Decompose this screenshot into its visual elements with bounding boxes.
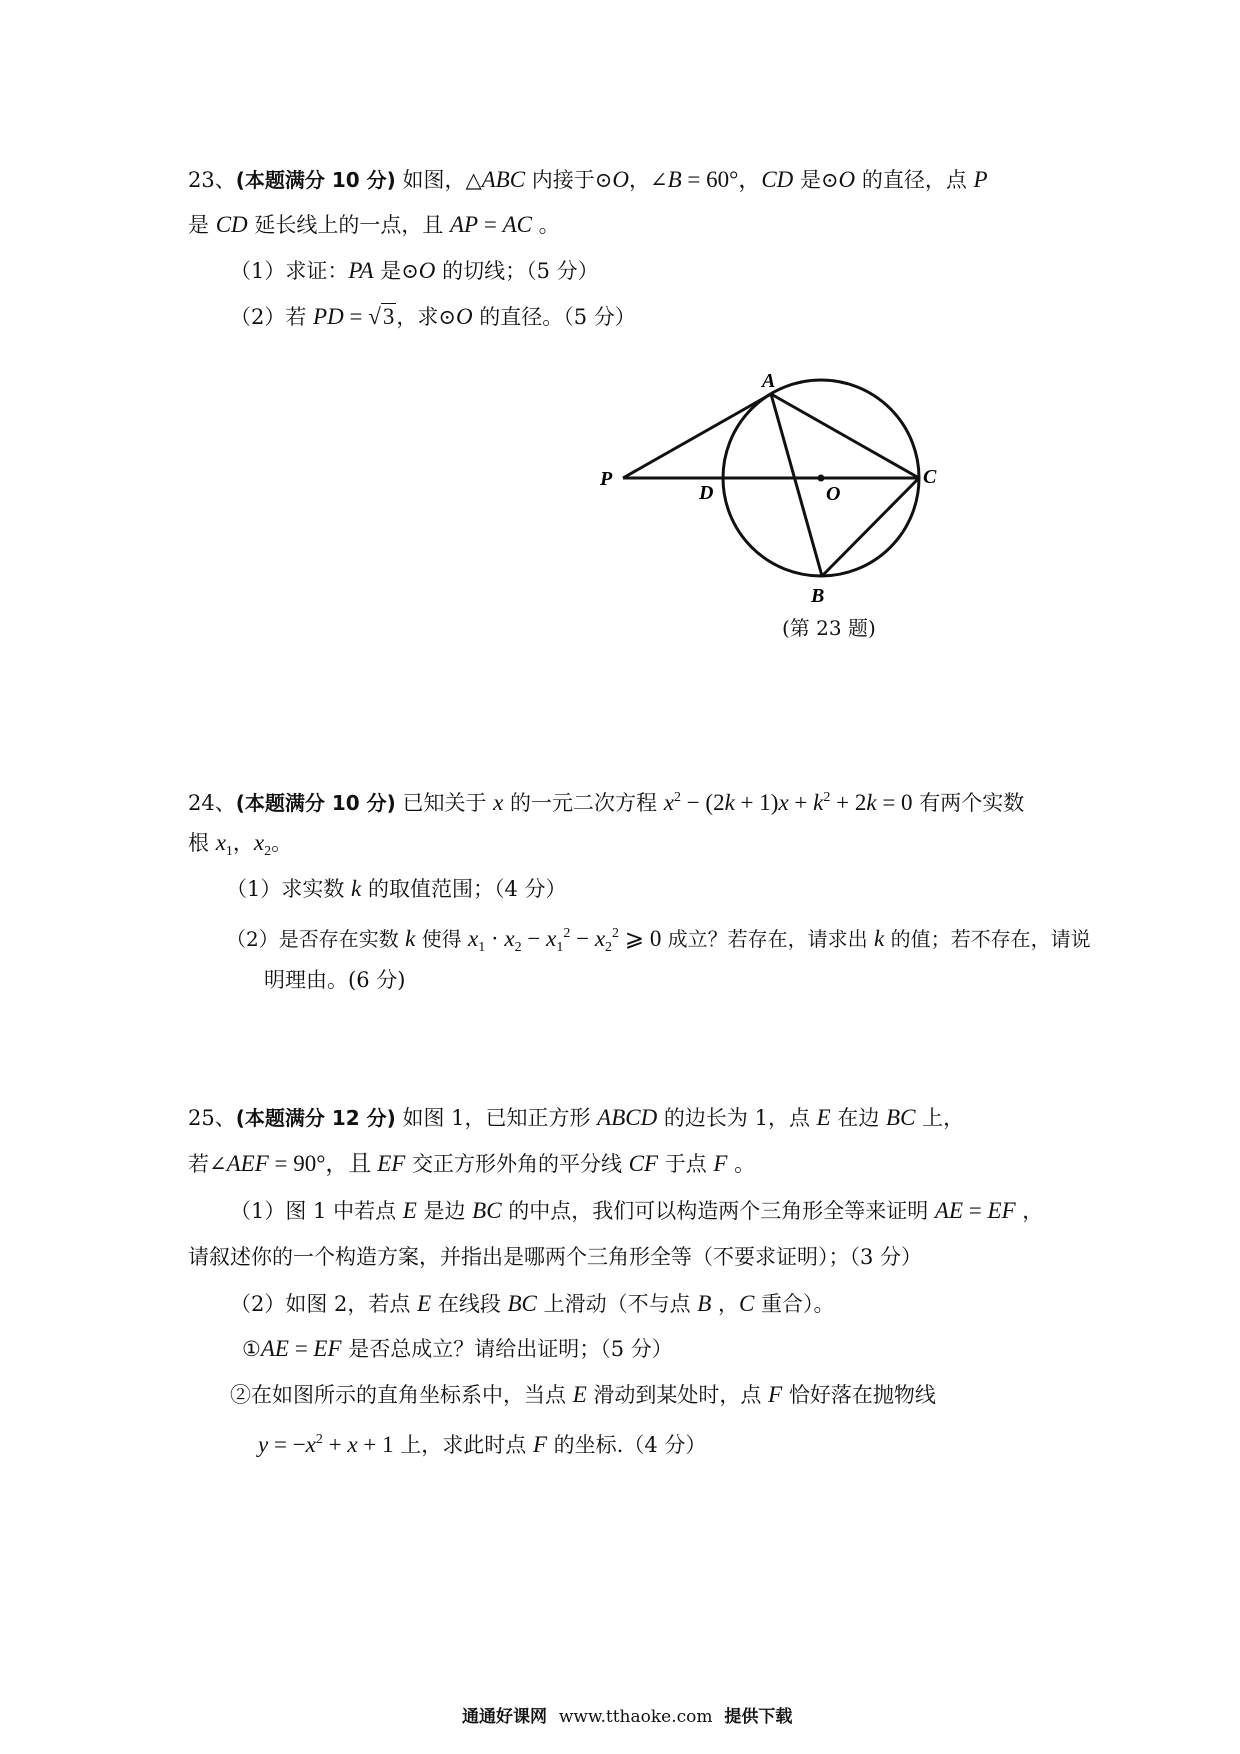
q24-line2: 根 $x_1$，$x_2$。 xyxy=(188,830,293,859)
label-p: P xyxy=(600,468,613,490)
label-o: O xyxy=(826,483,841,505)
footer-site-name: 通通好课网 xyxy=(462,1707,547,1727)
q25-part1-line1: （1）图 1 中若点 E 是边 BC 的中点，我们可以构造两个三角形全等来证明 AE = EF ， xyxy=(230,1198,1044,1223)
q25-head: (本题满分 12 分) xyxy=(235,1106,396,1130)
segment-ac xyxy=(771,394,919,478)
q25-sub1: ①AE = EF 是否总成立？请给出证明；（5 分） xyxy=(242,1336,673,1361)
q25-part1-line2: 请叙述你的一个构造方案，并指出是哪两个三角形全等（不要求证明）；（3 分） xyxy=(188,1245,923,1269)
q23-head: (本题满分 10 分) xyxy=(235,168,396,192)
q25-sub2-line1: ②在如图所示的直角坐标系中，当点 E 滑动到某处时，点 F 恰好落在抛物线 xyxy=(230,1382,936,1407)
q23-part1: （1）求证：PA 是⊙O 的切线；（5 分） xyxy=(230,258,599,283)
sqrt-sign: √ xyxy=(368,304,381,329)
q24-part2: （2）是否存在实数 k 使得 $x_1 \cdot x_2 - x_1^2 - x_2^2$ ⩾ 0 成立？若存在，请求出 k 的值；若不存在，请说 xyxy=(226,926,1091,955)
q24-number: 24、 xyxy=(188,791,236,815)
q24-head: (本题满分 10 分) xyxy=(235,791,396,815)
q23-part2: （2）若 PD = √3，求⊙O 的直径。（5 分） xyxy=(230,304,636,329)
q24-line1: 24、(本题满分 10 分) 已知关于 x 的一元二次方程 $x^2 - (2k + 1)x + k^2 + 2k = 0$ 有两个实数 xyxy=(188,790,1025,815)
q25-line1: 25、(本题满分 12 分) 如图 1，已知正方形 ABCD 的边长为 1，点 E 在边 BC 上， xyxy=(188,1105,965,1130)
footer-suffix: 提供下载 xyxy=(724,1707,793,1727)
q23-line1: 23、(本题满分 10 分) 如图，△ABC 内接于⊙O，∠B = 60°，CD 是⊙O 的直径，点 P xyxy=(188,167,988,192)
q24-part1: （1）求实数 k 的取值范围；（4 分） xyxy=(226,876,567,901)
label-c: C xyxy=(923,466,937,488)
page-footer xyxy=(462,1702,792,1727)
segment-pa xyxy=(623,394,771,478)
q25-number: 25、 xyxy=(188,1106,236,1130)
q25-sub2-line2: $y = -x^2 + x + 1$ 上，求此时点 F 的坐标.（4 分） xyxy=(258,1432,707,1457)
footer-url[interactable]: www.tthaoke.com xyxy=(558,1707,713,1727)
q23-geometry-figure xyxy=(590,370,950,610)
label-d: D xyxy=(699,482,714,504)
center-point-o xyxy=(818,475,825,482)
label-b: B xyxy=(811,585,825,607)
segment-ab xyxy=(771,394,822,576)
q23-line2: 是 CD 延长线上的一点，且 AP = AC 。 xyxy=(188,212,560,237)
q24-part2-line2: 明理由。(6 分) xyxy=(264,968,406,992)
q25-line2: 若∠AEF = 90°，且 EF 交正方形外角的平分线 CF 于点 F 。 xyxy=(188,1151,756,1176)
label-a: A xyxy=(762,370,776,392)
q23-figure-caption: (第 23 题) xyxy=(782,616,876,640)
q23-number: 23、 xyxy=(188,168,236,192)
q25-part2-line1: （2）如图 2，若点 E 在线段 BC 上滑动（不与点 B ，C 重合）。 xyxy=(230,1291,835,1316)
